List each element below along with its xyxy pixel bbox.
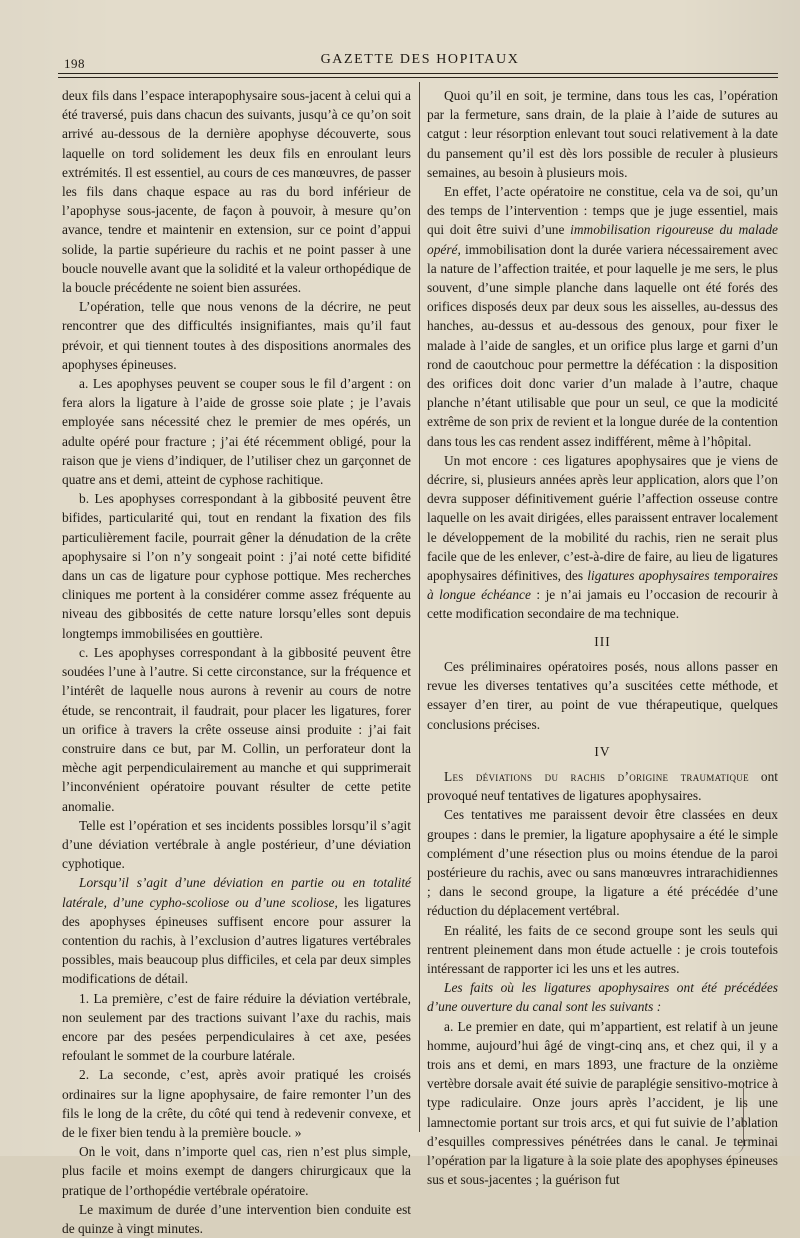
paragraph: On le voit, dans n’importe quel cas, rien n’est plus simple, plus facile et moins exempt de dangers chirurgicaux que la pratique de l’orthopédie vertébrale opératoire. [62,1144,411,1198]
paragraph: Le maximum de durée d’une intervention bien conduite est de quinze à vingt minutes. [62,1201,411,1236]
running-title: GAZETTE DES HOPITAUX [320,52,520,67]
pencil-mark [731,1088,744,1154]
smallcaps-lead: Les déviations du rachis d’origine traumatique [444,768,749,784]
header-rule-thick [58,73,778,74]
paragraph: 2. La seconde, c’est, après avoir pratiqué les croisés ordinaires sur la ligne apophysaire, de faire remonter l’un des fils le long de la crête, du côté qui tend à redevenir convexe, et de le fixer bien tendu à la première boucle. » [62,1067,411,1140]
page-header [60,46,780,76]
paragraph-text: ont provoqué neuf tentatives de ligatures apophysaires. [427,768,778,804]
paragraph: a. Le premier en date, qui m’appartient, est relatif à un jeune homme, aujourd’hui âgé de vingt-cinq ans, et chez qui, il y a trois ans et demi, en mars 1893, une fracture de la onzième vertèbre dorsale avait été suivie de paraplégie sensitivo-motrice à type radiculaire. Onze jours après l’accident, je lis une lamnectomie portant sur trois arcs, et qui fut suivie de l’ablation d’esquilles compressives pénétrées dans le canal. Je terminai l’opération par la ligature à la soie plate des apophyses épineuses sus et sous-jacentes ; la guérison fut [427,1018,778,1188]
paragraph [62,873,411,988]
left-column [62,86,411,1238]
column-divider [419,82,420,1132]
header-rule-thin [58,77,778,78]
italic-lead: Lorsqu’il s’agit d’une déviation en partie ou en totalité latérale, d’une cypho-scoliose ou d’une scoliose, [62,875,411,910]
paragraph: Quoi qu’il en soit, je termine, dans tous les cas, l’opération par la fermeture, sans drain, de la plaie à l’aide de sutures au catgut : leur résorption enlevant tout souci relativement à la date du pansement qu’il est dès lors possible de reculer à plusieurs semaines, au besoin à plusieurs mois. [427,88,778,180]
paragraph: 1. La première, c’est de faire réduire la déviation vertébrale, non seulement par des tractions suivant l’axe du rachis, mais encore par des pesées perpendiculaires à cet axe, pesées refoulant le sommet de la courbure latérale. [62,990,411,1064]
section-heading: IV [594,743,611,759]
paragraph: Ces tentatives me paraissent devoir être classées en deux groupes : dans le premier, la ligature apophysaire a été le simple complément d’une résection plus ou moins étendue de la paroi postérieure du rachis, avec ou sans manœuvres intrarachidiennes ; dans le second groupe, la ligature a été précédée d’une réduction du déplacement vertébral. [427,807,778,919]
paragraph: deux fils dans l’espace interapophysaire sous-jacent à celui qui a été traversé, puis dans chacun des suivants, jusqu’à ce qu’on soit arrivé au-dessous de la dernière apophyse découverte, sous laquelle on tord solidement les deux fils en enroulant leurs extrémités. Il est essentiel, au cours de ces manœuvres, de passer les fils dans chaque espace au ras du bord inférieur de l’apophyse sous-jacente, de façon à pouvoir, à mesure qu’on avance, tendre et maintenir en extension, sur ce point d’appui solide, la partie supérieure du rachis et ne point passer à une boucle nouvelle avant que la solidité et la valeur orthopédique de la boucle précédente ne soient bien assurées. [62,88,411,296]
page-number: 198 [64,56,85,71]
paragraph-text: Un mot encore : ces ligatures apophysaires que je viens de décrire, si, plusieurs années après leur application, alors que l’on devra supposer définitivement guérie l’affection osseuse contre laquelle on les avait dirigées, elles paraissent entraver localement le développement de la mobilité du rachis, rien ne serait plus facile que de les enlever, c’est-à-dire de faire, au lieu de ligatures apophysaires définitives, des [427,452,778,584]
paragraph: a. Les apophyses peuvent se couper sous le fil d’argent : on fera alors la ligature à l’aide de grosse soie plate ; je l’avais employée sans nécessité chez le premier de mes opérés, un adulte opéré pour fracture ; j’ai été récemment obligé, pour la raison que je viens d’indiquer, de l’utiliser chez un garçonnet de quatre ans et demi, atteint de cyphose rachitique. [62,376,411,488]
paragraph [427,767,778,805]
paragraph: Telle est l’opération et ses incidents possibles lorsqu’il s’agit d’une déviation vertébrale à angle postérieur, d’une déviation cyphotique. [62,817,411,872]
paragraph [427,182,778,451]
paragraph: Ces préliminaires opératoires posés, nous allons passer en revue les diverses tentatives qu’a suscitées cette méthode, et essayer d’en tirer, au point de vue thérapeutique, quelques conclusions précises. [427,658,778,732]
paragraph [427,978,778,1016]
paragraph: En réalité, les faits de ce second groupe sont les seuls qui rentrent pleinement dans mon étude actuelle : je crois toutefois intéressant de rapporter ici les uns et les autres. [427,922,778,976]
paragraph-text: : je n’ai jamais eu l’occasion de recourir à cette modification secondaire de ma technique. [427,587,778,622]
italic-phrase: ligatures apophysaires temporaires à longue échéance [427,568,778,603]
italic-phrase: immobilisation rigoureuse du malade opéré, [427,222,779,257]
section-heading: III [594,633,611,649]
paragraph-text: immobilisation dont la durée variera nécessairement avec la nature de l’affection traitée, et pour laquelle je me sers, le plus souvent, d’une simple planche dans laquelle ont été forés des orifices disposés deux par deux sous les aisselles, au-dessus des hanches, au-dessus et au-dessous des genoux, pour fixer le malade à l’aide de sangles, et un orifice plus large et garni d’un rond de caoutchouc pour permettre la défécation : la disposition des orifices doit donc varier d’un malade à l’autre, chaque planche n’étant utilisable que pour un seul, ce que la modicité extrême de son prix de revient et la longue durée de la contention dans tous les cas rendent assez indifférent, même à l’hôpital. [427,241,778,449]
italic-heading: Les faits où les ligatures apophysaires ont été précédées d’une ouverture du canal sont les suivants : [427,980,778,1015]
paragraph: b. Les apophyses correspondant à la gibbosité peuvent être bifides, particularité qui, tout en rendant la fixation des fils particulièrement facile, pourrait gêner la dénudation de la crête apophysaire si l’on n’y songeait point : j’ai noté cette bifidité dans un cas de ligature pour cyphose pottique. Mes recherches cliniques me portent à la considérer comme assez fréquente au niveau des gibbosités de cette nature lorsqu’elles sont depuis longtemps immobilisées en gouttière. [62,491,411,641]
paragraph: L’opération, telle que nous venons de la décrire, ne peut rencontrer que des difficultés insignifiantes, mais qu’il faut prévoir, et qui tiennent toutes à des dispositions anormales des apophyses épineuses. [62,299,411,372]
paragraph [427,451,778,624]
paragraph: c. Les apophyses correspondant à la gibbosité peuvent être soudées l’une à l’autre. Si cette circonstance, sur la fréquence et l’intérêt de laquelle nous aurons à revenir au cours de notre étude, se rencontrait, il faudrait, pour placer les ligatures, forer un orifice à travers la crête osseuse ainsi produite : j’ai fait construire dans ce but, par M. Collin, un perforateur dont la mèche agit perpendiculairement au manche et qui supprimerait l’inconvénient opératoire pouvant résulter de cette petite anomalie. [62,644,411,814]
paragraph-text: les ligatures des apophyses épineuses suffisent encore pour assurer la contention du rachis, à l’exclusion d’autres ligatures vertébrales possibles, mais beaucoup plus difficiles, et cela par deux simples modifications de détail. [62,894,411,987]
paragraph-text: En effet, l’acte opératoire ne constitue, cela va de soi, qu’un des temps de l’intervention : temps que je juge essentiel, mais qui doit être suivi d’une [427,184,778,238]
right-column [427,86,778,1189]
